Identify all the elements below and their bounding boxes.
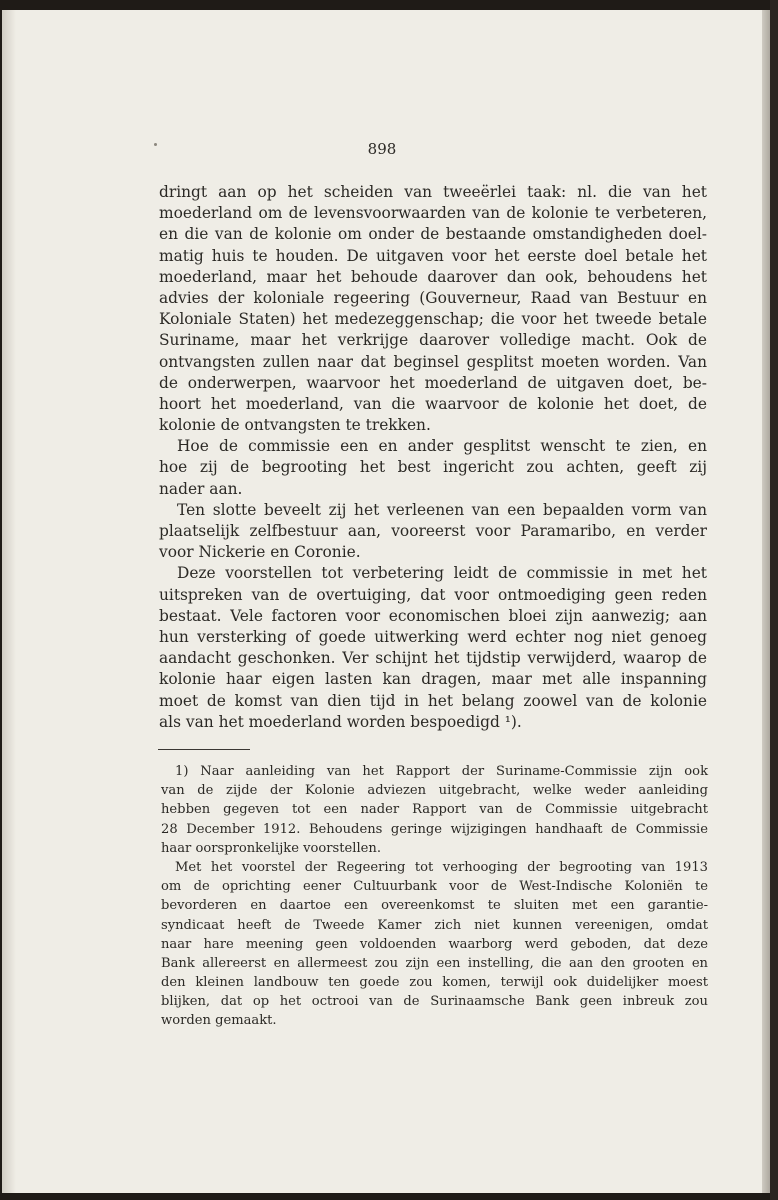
body-line: en die van de kolonie om onder de bestaande omstandigheden doel- xyxy=(159,225,707,244)
body-line: kolonie haar eigen lasten kan dragen, maar met alle inspanning xyxy=(159,670,707,689)
body-line: hoe zij de begrooting het best ingericht zou achten, geeft zij xyxy=(159,458,707,477)
footnote-divider xyxy=(158,749,250,750)
body-line: moet de komst van dien tijd in het belang zoowel van de kolonie xyxy=(159,691,707,710)
footnote-line: bevorderen en daartoe een overeenkomst te sluiten met een garantie- xyxy=(161,898,708,914)
footnote-line: worden gemaakt. xyxy=(161,1013,277,1029)
body-line: hoort het moederland, van die waarvoor de kolonie het doet, de xyxy=(159,394,707,413)
footnote-line: den kleinen landbouw ten goede zou komen, terwijl ook duidelijker moest xyxy=(161,975,708,991)
body-line: dringt aan op het scheiden van tweeërlei taak: nl. die van het xyxy=(159,183,707,201)
book-page xyxy=(2,10,762,1193)
body-line: plaatselijk zelfbestuur aan, vooreerst voor Paramaribo, en verder xyxy=(159,522,707,540)
body-text xyxy=(159,182,707,733)
page-fold-shadow xyxy=(2,10,16,1193)
body-line: bestaat. Vele factoren voor economischen bloei zijn aanwezig; aan xyxy=(159,606,707,625)
footnote-line: hebben gegeven tot een nader Rapport van de Commissie uitgebracht xyxy=(161,802,708,818)
footnote-line: Bank allereerst en allermeest zou zijn een instelling, die aan den grooten en xyxy=(161,955,708,971)
body-line: aandacht geschonken. Ver schijnt het tijdstip verwijderd, waarop de xyxy=(159,649,707,668)
body-line: Hoe de commissie een en ander gesplitst wenscht te zien, en xyxy=(177,437,707,456)
body-line: hun versterking of goede uitwerking werd echter nog niet genoeg xyxy=(159,627,707,646)
body-line: uitspreken van de overtuiging, dat voor ontmoediging geen reden xyxy=(159,585,707,604)
footnote-line: blijken, dat op het octrooi van de Surinaamsche Bank geen inbreuk zou xyxy=(161,994,708,1010)
body-line: advies der koloniale regeering (Gouverneur, Raad van Bestuur en xyxy=(159,288,707,307)
body-line: Koloniale Staten) het medezeggenschap; die voor het tweede betale xyxy=(159,310,707,329)
body-line: kolonie de ontvangsten te trekken. xyxy=(159,416,431,435)
footnote-line: 1) Naar aanleiding van het Rapport der Suriname-Commissie zijn ook xyxy=(175,764,708,779)
body-line: nader aan. xyxy=(159,479,243,498)
footnote-line: naar hare meening geen voldoenden waarborg werd geboden, dat deze xyxy=(161,936,708,952)
footnote-line: syndicaat heeft de Tweede Kamer zich niet kunnen vereenigen, omdat xyxy=(161,917,708,933)
body-line: matig huis te houden. De uitgaven voor het eerste doel betale het xyxy=(159,246,707,265)
body-line: voor Nickerie en Coronie. xyxy=(159,543,361,562)
body-line: moederland, maar het behoude daarover dan ook, behoudens het xyxy=(159,267,707,286)
body-line: Suriname, maar het verkrijge daarover volledige macht. Ook de xyxy=(159,331,707,350)
body-line: Deze voorstellen tot verbetering leidt de commissie in met het xyxy=(177,564,707,583)
footnote-line: Met het voorstel der Regeering tot verhooging der begrooting van 1913 xyxy=(175,859,708,875)
book-binding-edge xyxy=(770,0,778,1200)
footnote-line: haar oorspronkelijke voorstellen. xyxy=(161,840,382,856)
body-line: als van het moederland worden bespoedigd ¹). xyxy=(159,712,522,731)
footnote-line: om de oprichting eener Cultuurbank voor de West-Indische Koloniën te xyxy=(161,879,708,895)
body-line: Ten slotte beveelt zij het verleenen van een bepaalden vorm van xyxy=(177,500,707,519)
footnotes xyxy=(161,762,708,1031)
footnote-line: van de zijde der Kolonie adviezen uitgebracht, welke weder aanleiding xyxy=(161,783,708,799)
footnote-line: 28 December 1912. Behoudens geringe wijzigingen handhaaft de Commissie xyxy=(161,821,708,837)
body-line: de onderwerpen, waarvoor het moederland de uitgaven doet, be- xyxy=(159,373,707,392)
body-line: ontvangsten zullen naar dat beginsel gesplitst moeten worden. Van xyxy=(159,352,707,371)
page-number: 898 xyxy=(367,140,397,158)
body-line: moederland om de levensvoorwaarden van de kolonie te verbeteren, xyxy=(159,204,707,223)
